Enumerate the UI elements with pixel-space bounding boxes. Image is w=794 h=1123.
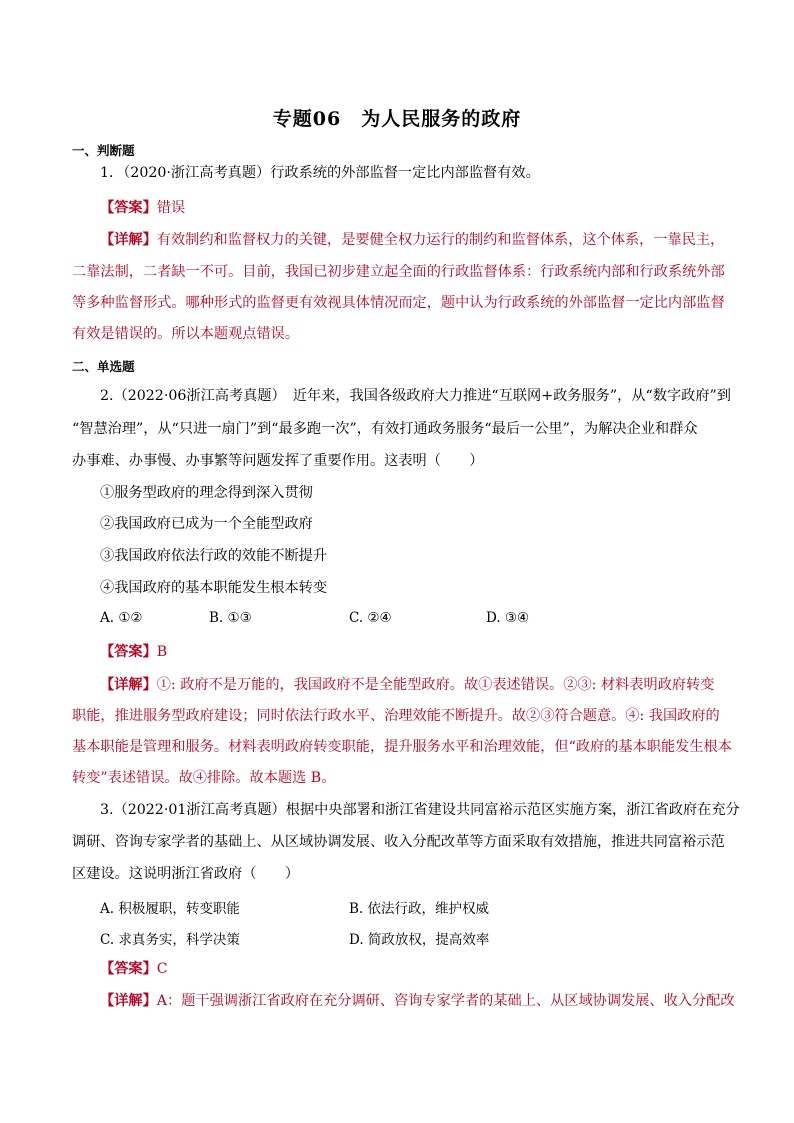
answer-value: C: [156, 961, 168, 977]
q3-option-c: C. 求真务实，科学决策: [100, 932, 240, 948]
q1-detail-line: 等多种监督形式。哪种形式的监督更有效视具体情况而定，题中认为行政系统的外部监督一定比内部监督: [72, 295, 725, 311]
answer-tag: 【答案】: [100, 200, 157, 216]
q2-detail-line: 转变”表述错误。故④排除。故本题选 B。: [72, 770, 336, 786]
answer-tag: 【答案】: [100, 961, 157, 977]
q2-answer: [100, 642, 167, 662]
q3-stem-line: 3.（2022·01浙江高考真题）根据中央部署和浙江省建设共同富裕示范区实施方案，浙江省政府在充分: [100, 802, 740, 818]
detail-tag: 【详解】: [100, 232, 157, 248]
q2-statement: ④我国政府的基本职能发生根本转变: [100, 580, 328, 596]
detail-text: ①: 政府不是万能的，我国政府不是全能型政府。故①表述错误。②③: 材料表明政府转变: [156, 677, 715, 693]
q2-statement: ①服务型政府的理念得到深入贯彻: [100, 485, 313, 501]
q3-answer: [100, 959, 168, 979]
section-heading-judgment: 一、判断题: [72, 143, 135, 158]
q1-stem: 1．（2020·浙江高考真题）行政系统的外部监督一定比内部监督有效。: [100, 165, 540, 181]
q3-option-b: B. 依法行政，维护权威: [349, 901, 490, 917]
q3-option-a: A. 积极履职，转变职能: [100, 901, 240, 917]
section-heading-single-choice: 二、单选题: [72, 359, 135, 374]
q3-stem-line: 区建设。这说明浙江省政府（ ）: [72, 866, 300, 882]
answer-tag: 【答案】: [100, 644, 157, 660]
detail-tag: 【详解】: [100, 993, 157, 1009]
q3-detail-line: [100, 991, 735, 1011]
q2-option-a: A. ①②: [100, 610, 143, 626]
q2-option-b: B. ①③: [209, 610, 252, 626]
answer-value: B: [156, 644, 168, 660]
q2-option-c: C. ②④: [349, 610, 392, 626]
detail-text: 有效制约和监督权力的关键，是要健全权力运行的制约和监督体系，这个体系，一靠民主，: [156, 232, 725, 248]
q2-stem-line: 办事难、办事慢、办事繁等问题发挥了重要作用。这表明（ ）: [72, 453, 484, 469]
q2-detail-line: 基本职能是管理和服务。材料表明政府转变职能，提升服务水平和治理效能，但“政府的基本职能发生根本: [72, 739, 732, 755]
q1-detail-line: 二靠法制，二者缺一不可。目前，我国已初步建立起全面的行政监督体系：行政系统内部和行政系统外部: [72, 264, 725, 280]
answer-value: 错误: [156, 200, 186, 216]
q3-option-d: D. 简政放权，提高效率: [349, 932, 490, 948]
detail-text: A：题干强调浙江省政府在充分调研、咨询专家学者的某础上、从区域协调发展、收入分配改: [156, 993, 735, 1009]
detail-tag: 【详解】: [100, 677, 157, 693]
page-title: 专题06 为人民服务的政府: [272, 108, 522, 130]
q1-answer: [100, 198, 185, 218]
q3-stem-line: 调研、咨询专家学者的基础上、从区域协调发展、收入分配改革等方面采取有效措施，推进共同富裕示范: [72, 834, 725, 850]
q2-detail-line: [100, 675, 714, 695]
q2-stem-line: 2.（2022·06浙江高考真题） 近年来，我国各级政府大力推进“互联网+政务服务”，从“数字政府”到: [100, 388, 731, 404]
q2-option-d: D. ③④: [486, 610, 530, 626]
q2-stem-line: “智慧治理”，从“只进一扇门”到“最多跑一次”，有效打通政务服务“最后一公里”，为解决企业和群众: [72, 421, 698, 437]
q2-statement: ③我国政府依法行政的效能不断提升: [100, 548, 328, 564]
q1-detail-line: 有效是错误的。所以本题观点错误。: [72, 326, 300, 342]
q2-detail-line: 职能，推进服务型政府建设；同时依法行政水平、治理效能不断提升。故②③符合题意。④: 我国政府的: [72, 708, 720, 724]
q1-detail-line: [100, 230, 724, 250]
q2-statement: ②我国政府已成为一个全能型政府: [100, 516, 313, 532]
